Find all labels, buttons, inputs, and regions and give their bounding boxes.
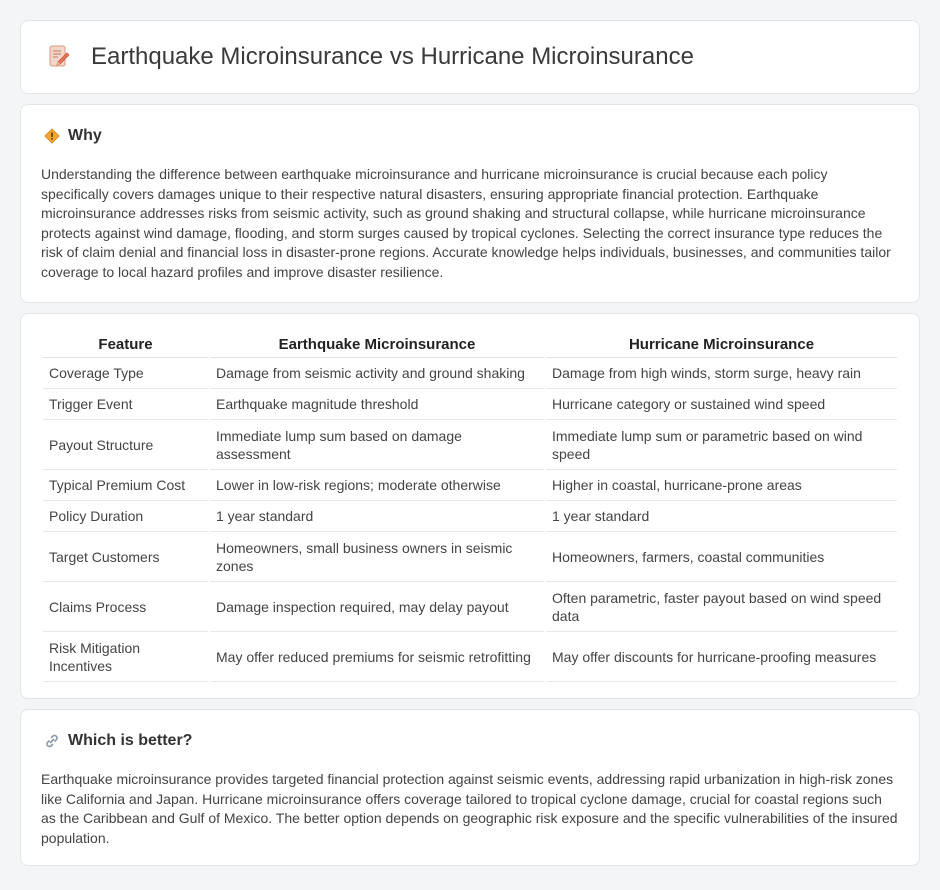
hurricane-cell: Often parametric, faster payout based on wind speed data: [546, 582, 897, 632]
header-hurricane: Hurricane Microinsurance: [546, 334, 897, 358]
why-section: [20, 104, 920, 303]
why-heading-label: Why: [68, 127, 102, 144]
earthquake-cell: Damage inspection required, may delay payout: [210, 582, 544, 632]
table-row: [43, 501, 897, 532]
table-row: [43, 358, 897, 389]
better-heading: [41, 732, 899, 750]
table-row: [43, 582, 897, 632]
comparison-table: [41, 334, 899, 682]
feature-cell: Payout Structure: [43, 420, 208, 470]
better-paragraph: Earthquake microinsurance provides targeted financial protection against seismic events, addressing rapid urbanization in high-risk zones like California and Japan. Hurricane microinsurance offers coverage tailored to tropical cyclone damage, crucial for coastal regions such as the Caribbean and Gulf of Mexico. The better option depends on geographic risk exposure and the specific vulnerabilities of the insured population.: [41, 771, 898, 846]
earthquake-cell: May offer reduced premiums for seismic retrofitting: [210, 632, 544, 682]
feature-cell: Policy Duration: [43, 501, 208, 532]
header-card: [20, 20, 920, 94]
earthquake-cell: Homeowners, small business owners in seismic zones: [210, 532, 544, 582]
earthquake-cell: Earthquake magnitude threshold: [210, 389, 544, 420]
feature-cell: Target Customers: [43, 532, 208, 582]
table-row: [43, 389, 897, 420]
why-paragraph: Understanding the difference between earthquake microinsurance and hurricane microinsurance is crucial because each policy specifically covers damages unique to their respective natural disasters, ensuring appropriate financial protection. Earthquake microinsurance addresses risks from seismic activity, such as ground shaking and structural collapse, while hurricane microinsurance protects against wind damage, flooding, and storm surges caused by tropical cyclones. Selecting the correct insurance type reduces the risk of claim denial and financial loss in disaster-prone regions. Accurate knowledge helps individuals, businesses, and communities tailor coverage to local hazard profiles and improve disaster resilience.: [41, 166, 891, 280]
link-icon: [43, 732, 61, 750]
feature-cell: Coverage Type: [43, 358, 208, 389]
hurricane-cell: Damage from high winds, storm surge, heavy rain: [546, 358, 897, 389]
comparison-table-card: [20, 313, 920, 699]
feature-cell: Typical Premium Cost: [43, 470, 208, 501]
earthquake-cell: Immediate lump sum based on damage assessment: [210, 420, 544, 470]
feature-cell: Trigger Event: [43, 389, 208, 420]
document-pencil-icon: [45, 43, 73, 71]
better-heading-label: Which is better?: [68, 732, 193, 749]
why-heading: [41, 127, 899, 145]
header-earthquake: Earthquake Microinsurance: [210, 334, 544, 358]
earthquake-cell: 1 year standard: [210, 501, 544, 532]
which-is-better-section: [20, 709, 920, 866]
hurricane-cell: Immediate lump sum or parametric based on wind speed: [546, 420, 897, 470]
header-feature: Feature: [43, 334, 208, 358]
table-row: [43, 420, 897, 470]
feature-cell: Risk Mitigation Incentives: [43, 632, 208, 682]
hurricane-cell: 1 year standard: [546, 501, 897, 532]
warning-sign-icon: [43, 127, 61, 145]
table-row: [43, 532, 897, 582]
hurricane-cell: Homeowners, farmers, coastal communities: [546, 532, 897, 582]
table-row: [43, 470, 897, 501]
table-row: [43, 632, 897, 682]
feature-cell: Claims Process: [43, 582, 208, 632]
earthquake-cell: Lower in low-risk regions; moderate otherwise: [210, 470, 544, 501]
hurricane-cell: Hurricane category or sustained wind speed: [546, 389, 897, 420]
hurricane-cell: May offer discounts for hurricane-proofing measures: [546, 632, 897, 682]
page-title: Earthquake Microinsurance vs Hurricane Microinsurance: [91, 43, 694, 70]
hurricane-cell: Higher in coastal, hurricane-prone areas: [546, 470, 897, 501]
earthquake-cell: Damage from seismic activity and ground shaking: [210, 358, 544, 389]
